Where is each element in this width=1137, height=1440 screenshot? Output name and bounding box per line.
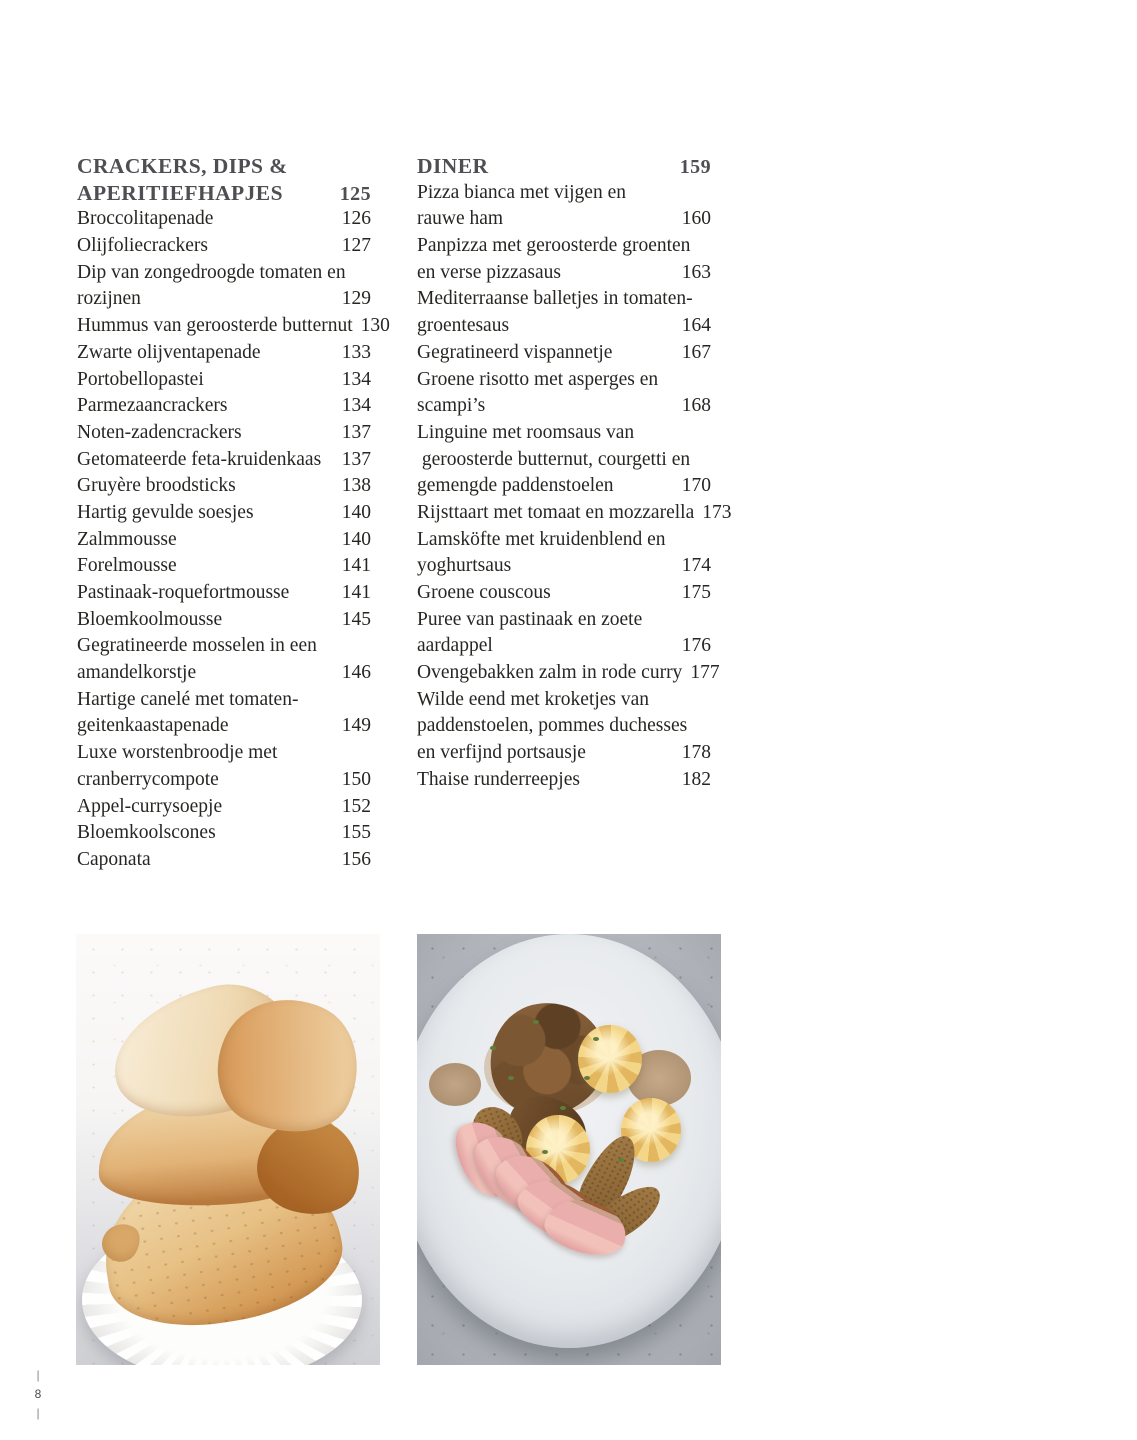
entry-page-number: 137 <box>341 421 371 443</box>
entry-title: rauwe ham <box>417 208 504 230</box>
toc-entry <box>77 713 371 740</box>
entry-title: scampi’s <box>417 395 486 417</box>
entry-page-number: 167 <box>681 341 711 363</box>
herb-garnish <box>618 1158 624 1162</box>
entry-title: en verfijnd portsausje <box>417 742 586 764</box>
entry-page-number: 138 <box>341 475 371 497</box>
toc-entry <box>417 580 711 607</box>
entry-page-number: 175 <box>681 582 711 603</box>
entry-title: Pastinaak-roquefortmousse <box>77 582 290 603</box>
toc-entry <box>77 607 371 634</box>
entry-title: Rijsttaart met tomaat en mozzarella <box>417 501 695 523</box>
entry-title: amandelkorstje <box>77 662 197 684</box>
toc-entry <box>417 527 711 554</box>
toc-entry <box>417 340 711 367</box>
entry-title: Gegratineerde mosselen in een <box>77 635 317 657</box>
toc-entry <box>417 740 711 767</box>
herb-garnish <box>542 1150 548 1154</box>
entry-page-number: 155 <box>341 822 371 844</box>
toc-entry <box>77 687 371 714</box>
entry-title: Portobellopastei <box>77 368 204 390</box>
section-heading-text: CRACKERS, DIPS & <box>77 154 288 178</box>
page-number: 8 <box>34 1387 42 1401</box>
footer-tick: | <box>36 1406 40 1420</box>
toc-entry <box>77 740 371 767</box>
photo-duck-dish <box>417 934 721 1365</box>
toc-entry <box>77 527 371 554</box>
entry-page-number: 182 <box>681 768 711 790</box>
entry-page-number: 160 <box>681 208 711 230</box>
entry-page-number: 176 <box>681 635 711 657</box>
entry-page-number: 141 <box>341 582 371 603</box>
section-heading-text: APERITIEFHAPJES <box>77 180 283 205</box>
toc-entry <box>77 367 371 394</box>
toc-entry <box>77 286 371 313</box>
entry-title: Pizza bianca met vijgen en <box>417 181 626 203</box>
entry-page-number: 177 <box>690 662 720 684</box>
toc-entry <box>77 447 371 474</box>
entry-page-number: 150 <box>341 768 371 790</box>
toc-entry <box>417 233 711 260</box>
entry-title: yoghurtsaus <box>417 555 512 577</box>
toc-entry <box>417 607 711 634</box>
herb-garnish <box>490 1046 496 1050</box>
entry-page-number: 164 <box>681 315 711 337</box>
herb-garnish <box>533 1020 539 1024</box>
section-heading-line <box>77 153 371 180</box>
entry-title: Forelmousse <box>77 555 177 577</box>
entry-title: Dip van zongedroogde tomaten en <box>77 261 346 283</box>
entry-title: paddenstoelen, pommes duchesses <box>417 715 688 737</box>
entry-title: geroosterde butternut, courgetti en <box>417 448 691 470</box>
toc-entry <box>417 660 720 687</box>
entry-title: Hartig gevulde soesjes <box>77 501 254 523</box>
toc-entry <box>417 633 711 660</box>
entry-page-number: 133 <box>341 341 371 363</box>
photo-crackers-plate <box>76 934 380 1365</box>
entry-title: Gegratineerd vispannetje <box>417 341 613 363</box>
entry-title: Olijfoliecrackers <box>77 235 209 257</box>
toc-entry <box>77 500 371 527</box>
section-heading-line <box>417 153 711 180</box>
footer-tick: | <box>36 1368 40 1382</box>
entry-page-number: 168 <box>681 395 711 417</box>
entry-title: aardappel <box>417 635 493 657</box>
entry-title: geitenkaastapenade <box>77 715 229 737</box>
entry-page-number: 178 <box>681 742 711 764</box>
entry-title: Bloemkoolmousse <box>77 608 223 630</box>
toc-entry <box>417 500 732 527</box>
entry-page-number: 140 <box>341 501 371 523</box>
entry-page-number: 146 <box>341 662 371 684</box>
entry-title: Luxe worstenbroodje met <box>77 742 278 764</box>
entry-title: Wilde eend met kroketjes van <box>417 688 650 710</box>
entry-title: Gruyère broodsticks <box>77 475 236 497</box>
entry-title: Puree van pastinaak en zoete <box>417 608 643 630</box>
entry-page-number: 149 <box>341 715 371 737</box>
entry-page-number: 127 <box>341 235 371 257</box>
toc-entry <box>77 794 371 821</box>
entry-page-number: 163 <box>681 261 711 283</box>
toc-entry <box>77 340 371 367</box>
entry-title: Hummus van geroosterde butternut <box>77 315 353 337</box>
toc-entry <box>417 393 711 420</box>
entry-page-number: 130 <box>360 315 390 337</box>
entry-title: Groene couscous <box>417 582 551 603</box>
section-heading-text: DINER <box>417 154 489 178</box>
toc-entry <box>417 180 711 207</box>
page-footer <box>30 1366 46 1423</box>
toc-entry <box>417 420 711 447</box>
entry-page-number: 173 <box>702 501 732 523</box>
toc-entry <box>417 767 711 794</box>
toc-entry <box>77 847 371 874</box>
entry-title: Zwarte olijventapenade <box>77 341 261 363</box>
sauce-dollop <box>429 1063 481 1106</box>
entry-title: Zalmmousse <box>77 528 177 550</box>
entry-title: Hartige canelé met tomaten- <box>77 688 299 710</box>
toc-column-crackers <box>77 153 390 874</box>
entry-title: cranberrycompote <box>77 768 219 790</box>
toc-entry <box>77 553 371 580</box>
entry-title: Appel-currysoepje <box>77 795 223 817</box>
entry-page-number: 141 <box>341 555 371 577</box>
pommes-duchesse <box>578 1025 642 1094</box>
toc-entry <box>417 553 711 580</box>
toc-entry <box>417 687 711 714</box>
entry-title: gemengde paddenstoelen <box>417 475 614 497</box>
entry-title: Groene risotto met asperges en <box>417 368 659 390</box>
entry-page-number: 126 <box>341 208 371 230</box>
toc-entry <box>77 767 371 794</box>
entry-title: Bloemkoolscones <box>77 822 216 844</box>
toc-entry <box>77 580 371 607</box>
toc-entry <box>77 393 371 420</box>
entry-page-number: 137 <box>341 448 371 470</box>
toc-column-diner <box>417 153 732 794</box>
entry-title: Thaise runderreepjes <box>417 768 580 790</box>
entry-title: rozijnen <box>77 288 141 310</box>
entry-page-number: 156 <box>341 848 371 870</box>
entry-title: Broccolitapenade <box>77 208 214 230</box>
toc-entry <box>417 367 711 394</box>
entry-page-number: 152 <box>341 795 371 817</box>
toc-entry <box>77 233 371 260</box>
entry-title: Ovengebakken zalm in rode curry <box>417 662 683 684</box>
toc-entry <box>77 260 371 287</box>
toc-entry <box>77 633 371 660</box>
entry-title: Noten-zadencrackers <box>77 421 242 443</box>
toc-entry <box>417 313 711 340</box>
entry-page-number: 134 <box>341 368 371 390</box>
toc-entry <box>77 313 390 340</box>
entry-title: Parmezaancrackers <box>77 395 228 417</box>
entry-page-number: 140 <box>341 528 371 550</box>
entry-title: Lamsköfte met kruidenblend en <box>417 528 666 550</box>
section-heading-line <box>77 180 371 207</box>
entry-title: Panpizza met geroosterde groenten <box>417 235 691 257</box>
toc-entry <box>417 447 711 474</box>
entry-title: Getomateerde feta-kruidenkaas <box>77 448 322 470</box>
entry-title: en verse pizzasaus <box>417 261 562 283</box>
entry-page-number: 129 <box>341 288 371 310</box>
entry-page-number: 145 <box>341 608 371 630</box>
entry-title: Caponata <box>77 848 151 870</box>
entry-title: Linguine met roomsaus van <box>417 421 635 443</box>
toc-entry <box>77 206 371 233</box>
section-page-number: 159 <box>679 156 711 178</box>
toc-entry <box>77 660 371 687</box>
toc-entry <box>77 420 371 447</box>
entry-page-number: 170 <box>681 475 711 497</box>
section-page-number: 125 <box>339 182 371 205</box>
toc-entry <box>417 260 711 287</box>
toc-entry <box>77 820 371 847</box>
toc-entry <box>417 286 711 313</box>
toc-entry <box>77 473 371 500</box>
toc-entry <box>417 473 711 500</box>
entry-title: groentesaus <box>417 315 510 337</box>
entry-page-number: 174 <box>681 555 711 577</box>
toc-entry <box>417 713 711 740</box>
toc-entry <box>417 206 711 233</box>
entry-title: Mediterraanse balletjes in tomaten- <box>417 288 693 310</box>
entry-page-number: 134 <box>341 395 371 417</box>
